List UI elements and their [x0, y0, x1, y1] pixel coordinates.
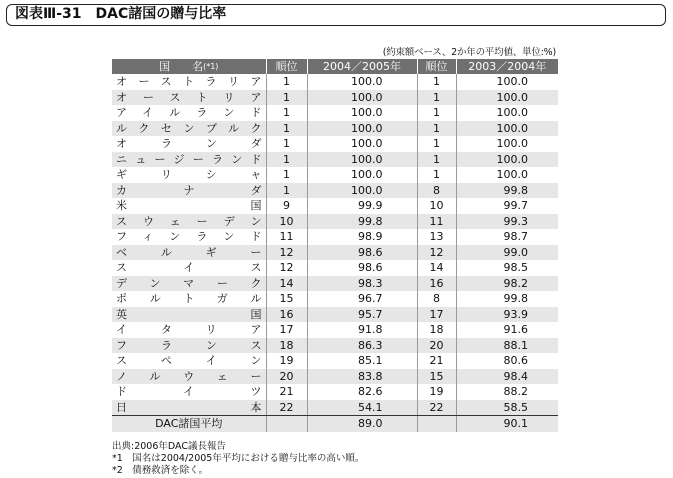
grant-ratio-table: [112, 59, 558, 432]
header-rank-2004-2005: 順位: [266, 59, 307, 74]
table-row: [112, 74, 558, 90]
country-cell: 日本: [112, 400, 266, 416]
rank-2004-2005-cell: 15: [266, 291, 307, 307]
rank-2003-2004-cell: 1: [417, 167, 456, 183]
country-cell: ノルウェー: [112, 369, 266, 385]
table-row: [112, 276, 558, 292]
table-row: [112, 245, 558, 261]
value-2004-2005-cell: 98.9: [307, 229, 417, 245]
header-rank-2003-2004: 順位: [417, 59, 456, 74]
footnote-2: *2 債務救済を除く。: [112, 465, 209, 476]
value-2004-2005-cell: 86.3: [307, 338, 417, 354]
value-2003-2004-cell: 99.8: [456, 291, 558, 307]
country-cell: フィンランド: [116, 230, 262, 244]
rank-2003-2004-cell: 20: [417, 338, 456, 354]
value-2003-2004-cell: 80.6: [456, 353, 558, 369]
country-cell: ポルトガル: [116, 292, 262, 306]
rank-2004-2005-cell: 22: [266, 400, 307, 416]
value-2004-2005-cell: 100.0: [307, 74, 417, 90]
table-row: [112, 105, 558, 121]
value-2003-2004-cell: 93.9: [456, 307, 558, 323]
value-2004-2005-cell: 100.0: [307, 90, 417, 106]
rank-2004-2005-cell: 1: [266, 105, 307, 121]
value-2003-2004-cell: 98.4: [456, 369, 558, 385]
average-rank-empty: [266, 416, 307, 432]
units-note: (約束額ベース、2か年の平均値、単位:%): [382, 47, 556, 58]
table-row: [112, 152, 558, 168]
country-cell: オーストラリア: [116, 75, 262, 89]
country-cell: スペイン: [116, 354, 262, 368]
rank-2004-2005-cell: 1: [266, 167, 307, 183]
rank-2003-2004-cell: 15: [417, 369, 456, 385]
rank-2004-2005-cell: 20: [266, 369, 307, 385]
country-cell: スウェーデン: [112, 214, 266, 230]
rank-2004-2005-cell: 1: [266, 90, 307, 106]
country-cell: ニュージーランド: [112, 152, 266, 168]
rank-2004-2005-cell: 21: [266, 384, 307, 400]
rank-2003-2004-cell: 14: [417, 260, 456, 276]
rank-2004-2005-cell: 19: [266, 353, 307, 369]
value-2003-2004-cell: 100.0: [456, 74, 558, 90]
value-2003-2004-cell: 99.3: [456, 214, 558, 230]
rank-2003-2004-cell: 17: [417, 307, 456, 323]
value-2003-2004-cell: 98.7: [456, 229, 558, 245]
header-period-2004-2005: 2004／2005年: [307, 59, 417, 74]
country-cell: ルクセンブルク: [112, 121, 266, 137]
country-cell: アイルランド: [116, 106, 262, 120]
value-2003-2004-cell: 98.2: [456, 276, 558, 292]
value-2004-2005-cell: 98.6: [307, 245, 417, 261]
footnotes: [112, 441, 364, 477]
value-2003-2004-cell: 99.7: [456, 198, 558, 214]
value-2004-2005-cell: 100.0: [307, 136, 417, 152]
table-row: [112, 307, 558, 323]
rank-2003-2004-cell: 8: [417, 183, 456, 199]
average-rank2-empty: [417, 416, 456, 432]
value-2003-2004-cell: 100.0: [456, 90, 558, 106]
rank-2004-2005-cell: 1: [266, 183, 307, 199]
rank-2004-2005-cell: 1: [266, 136, 307, 152]
table-row: [112, 291, 558, 307]
value-2003-2004-cell: 88.2: [456, 384, 558, 400]
rank-2003-2004-cell: 16: [417, 276, 456, 292]
value-2004-2005-cell: 100.0: [307, 167, 417, 183]
country-cell: オーストリア: [112, 90, 266, 106]
value-2003-2004-cell: 58.5: [456, 400, 558, 416]
table-row: [112, 400, 558, 416]
rank-2004-2005-cell: 1: [266, 152, 307, 168]
value-2004-2005-cell: 82.6: [307, 384, 417, 400]
rank-2004-2005-cell: 9: [266, 198, 307, 214]
rank-2003-2004-cell: 1: [417, 90, 456, 106]
rank-2004-2005-cell: 14: [266, 276, 307, 292]
rank-2003-2004-cell: 1: [417, 136, 456, 152]
rank-2004-2005-cell: 1: [266, 121, 307, 137]
table-row: [112, 353, 558, 369]
rank-2004-2005-cell: 17: [266, 322, 307, 338]
table-row: [112, 136, 558, 152]
rank-2003-2004-cell: 18: [417, 322, 456, 338]
value-2003-2004-cell: 100.0: [456, 167, 558, 183]
table-row: [112, 214, 558, 230]
value-2004-2005-cell: 100.0: [307, 121, 417, 137]
table-row: [112, 90, 558, 106]
table-row: [112, 369, 558, 385]
header-country-note: (*1): [203, 62, 219, 71]
country-cell: デンマーク: [112, 276, 266, 292]
rank-2003-2004-cell: 1: [417, 74, 456, 90]
table-row: [112, 121, 558, 137]
rank-2004-2005-cell: 10: [266, 214, 307, 230]
country-cell: ギリシャ: [116, 168, 262, 182]
value-2003-2004-cell: 100.0: [456, 136, 558, 152]
value-2004-2005-cell: 95.7: [307, 307, 417, 323]
country-cell: ドイツ: [116, 385, 262, 399]
value-2003-2004-cell: 100.0: [456, 152, 558, 168]
table-header-row: [112, 59, 558, 74]
rank-2003-2004-cell: 1: [417, 105, 456, 121]
rank-2003-2004-cell: 11: [417, 214, 456, 230]
rank-2004-2005-cell: 1: [266, 74, 307, 90]
country-cell: オランダ: [116, 137, 262, 151]
country-cell: フランス: [112, 338, 266, 354]
value-2004-2005-cell: 98.6: [307, 260, 417, 276]
figure-number: 図表Ⅲ-31: [15, 6, 82, 22]
table-row: [112, 338, 558, 354]
value-2004-2005-cell: 83.8: [307, 369, 417, 385]
rank-2003-2004-cell: 8: [417, 291, 456, 307]
table-row: [112, 229, 558, 245]
value-2003-2004-cell: 100.0: [456, 105, 558, 121]
rank-2003-2004-cell: 21: [417, 353, 456, 369]
rank-2003-2004-cell: 19: [417, 384, 456, 400]
value-2004-2005-cell: 98.3: [307, 276, 417, 292]
table-row: [112, 198, 558, 214]
value-2004-2005-cell: 100.0: [307, 183, 417, 199]
rank-2004-2005-cell: 11: [266, 229, 307, 245]
rank-2004-2005-cell: 18: [266, 338, 307, 354]
value-2003-2004-cell: 91.6: [456, 322, 558, 338]
average-value-2004-2005: 89.0: [307, 416, 417, 432]
value-2004-2005-cell: 54.1: [307, 400, 417, 416]
table-row: [112, 322, 558, 338]
country-cell: イタリア: [116, 323, 262, 337]
rank-2004-2005-cell: 12: [266, 245, 307, 261]
value-2004-2005-cell: 100.0: [307, 152, 417, 168]
value-2004-2005-cell: 91.8: [307, 322, 417, 338]
country-cell: 米国: [116, 199, 262, 213]
table-row: [112, 260, 558, 276]
table-row: [112, 183, 558, 199]
footnote-1: *1 国名は2004/2005年平均における贈与比率の高い順。: [112, 453, 365, 464]
country-cell: カナダ: [112, 183, 266, 199]
rank-2003-2004-cell: 10: [417, 198, 456, 214]
value-2004-2005-cell: 85.1: [307, 353, 417, 369]
source-note: 出典:2006年DAC議長報告: [112, 441, 226, 452]
rank-2003-2004-cell: 22: [417, 400, 456, 416]
rank-2004-2005-cell: 12: [266, 260, 307, 276]
value-2003-2004-cell: 99.8: [456, 183, 558, 199]
country-cell: ベルギー: [112, 245, 266, 261]
rank-2003-2004-cell: 1: [417, 121, 456, 137]
figure-title-text: DAC諸国の贈与比率: [95, 6, 227, 22]
value-2003-2004-cell: 88.1: [456, 338, 558, 354]
rank-2003-2004-cell: 13: [417, 229, 456, 245]
average-label: DAC諸国平均: [112, 416, 266, 432]
value-2004-2005-cell: 96.7: [307, 291, 417, 307]
rank-2003-2004-cell: 12: [417, 245, 456, 261]
average-value-2003-2004: 90.1: [456, 416, 558, 432]
value-2004-2005-cell: 99.9: [307, 198, 417, 214]
header-country: 国 名$^{(*1)}$: [112, 59, 266, 74]
header-period-2003-2004: 2003／2004年: [456, 59, 558, 74]
rank-2003-2004-cell: 1: [417, 152, 456, 168]
table-row: [112, 384, 558, 400]
value-2003-2004-cell: 99.0: [456, 245, 558, 261]
country-cell: スイス: [116, 261, 262, 275]
value-2003-2004-cell: 98.5: [456, 260, 558, 276]
figure-title: [6, 4, 666, 26]
value-2003-2004-cell: 100.0: [456, 121, 558, 137]
country-cell: 英国: [112, 307, 266, 323]
average-row: [112, 416, 558, 432]
value-2004-2005-cell: 100.0: [307, 105, 417, 121]
value-2004-2005-cell: 99.8: [307, 214, 417, 230]
table-row: [112, 167, 558, 183]
rank-2004-2005-cell: 16: [266, 307, 307, 323]
